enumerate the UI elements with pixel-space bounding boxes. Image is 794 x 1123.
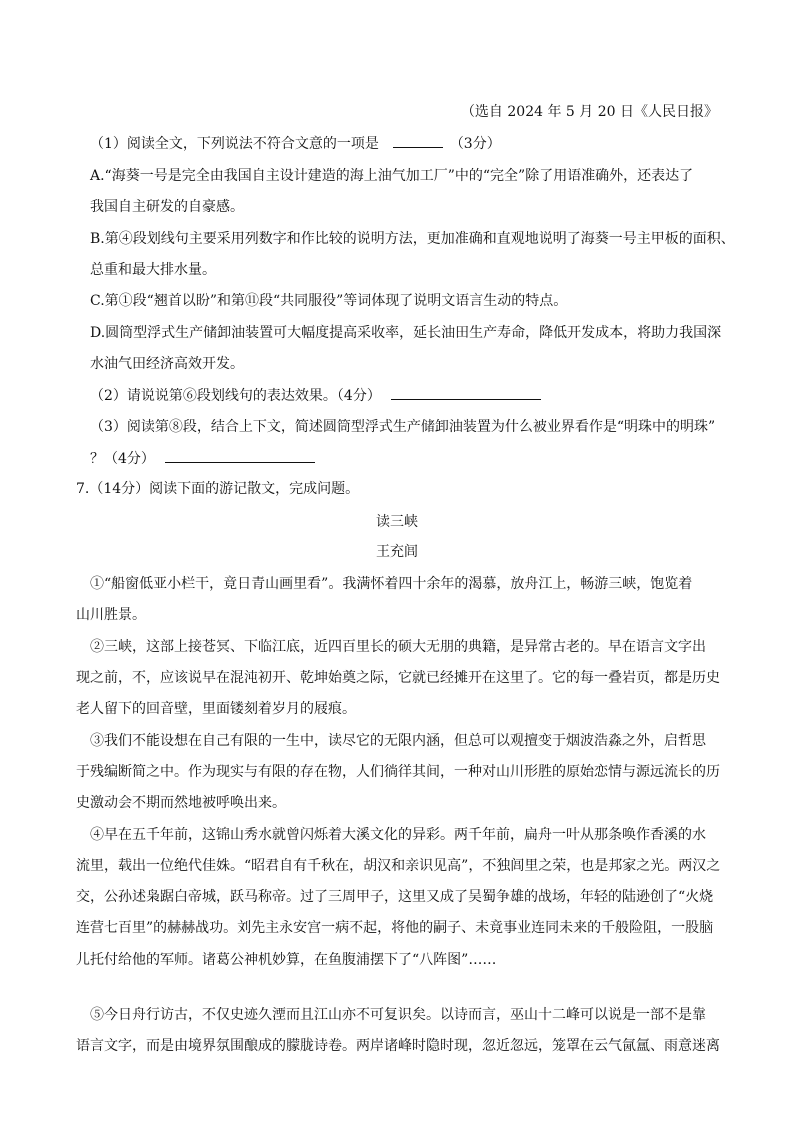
paragraph-1-line-1: ①“船窗低亚小栏干，竟日青山画里看”。我满怀着四十余年的渴慕，放舟江上，畅游三峡，饱览着 [90, 576, 693, 592]
option-a-line-1: A.“海葵一号是完全由我国自主设计建造的海上油气加工厂”中的“完全”除了用语准确外，还表达了 [90, 168, 694, 184]
essay-author: 王充闾 [376, 544, 418, 560]
question-1-text: （1）阅读全文，下列说法不符合文意的一项是 [90, 136, 379, 152]
paragraph-3-line-2: 于残编断简之中。作为现实与有限的存在物，人们徜徉其间，一种对山川形胜的原始恋情与源远流长的历 [76, 764, 720, 780]
question-7-heading: 7.（14分）阅读下面的游记散文，完成问题。 [76, 481, 360, 497]
option-d-line-1: D.圆筒型浮式生产储卸油装置可大幅度提高采收率，延长油田生产寿命，降低开发成本，将助力我国深 [90, 325, 722, 341]
answer-blank-3[interactable] [165, 448, 315, 463]
question-3-line-1: （3）阅读第⑧段，结合上下文，简述圆筒型浮式生产储卸油装置为什么被业界看作是“明珠中的明珠” [90, 419, 716, 435]
paragraph-3-line-1: ③我们不能设想在自己有限的一生中，读尽它的无限内涵，但总可以观擅变于烟波浩淼之外，启哲思 [90, 733, 706, 749]
paragraph-4-line-5: 儿托付给他的军师。诸葛公神机妙算，在鱼腹浦摆下了“八阵图”…… [76, 952, 497, 968]
paragraph-1-line-2: 山川胜景。 [76, 607, 146, 623]
option-d-line-2: 水油气田经济高效开发。 [90, 356, 244, 372]
essay-title: 读三峡 [376, 514, 418, 530]
paragraph-3-line-3: 史激动会不期而然地被呼唤出来。 [76, 795, 286, 811]
paragraph-4-line-3: 交，公孙述枭踞白帝城，跃马称帝。过了三周甲子，这里又成了吴蜀争雄的战场，年轻的陆逊创了“火烧 [76, 889, 714, 905]
option-b-line-1: B.第④段划线句主要采用列数字和作比较的说明方法，更加准确和直观地说明了海葵一号主甲板的面积、 [90, 231, 735, 247]
paragraph-2-line-1: ②三峡，这部上接苍冥、下临江底，近四百里长的硕大无朋的典籍，是异常古老的。早在语言文字出 [90, 639, 706, 655]
question-2-text: （2）请说说第⑥段划线句的表达效果。（4分） [90, 388, 381, 404]
option-b-line-2: 总重和最大排水量。 [90, 262, 216, 278]
answer-blank-2[interactable] [391, 385, 541, 400]
question-1-score: （3分） [449, 136, 501, 152]
question-3-line-2 [90, 448, 315, 469]
question-1 [90, 133, 501, 154]
question-3-text: ？（4分） [90, 451, 155, 467]
option-c: C.第①段“翘首以盼”和第⑪段“共同服役”等词体现了说明文语言生动的特点。 [90, 293, 568, 309]
paragraph-5-line-2: 语言文字，而是由境界氛围酿成的朦胧诗卷。两岸诸峰时隐时现，忽近忽远，笼罩在云气氤氲、雨意迷离 [76, 1038, 720, 1054]
paragraph-4-line-1: ④早在五千年前，这锦山秀水就曾闪烁着大溪文化的异彩。两千年前，扁舟一叶从那条唤作香溪的水 [90, 827, 706, 843]
question-2 [90, 385, 541, 406]
paragraph-4-line-4: 连营七百里”的赫赫战功。刘先主永安宫一病不起，将他的嗣子、未竟事业连同未来的千般险阻，一股脑 [76, 920, 714, 936]
option-a-line-2: 我国自主研发的自豪感。 [90, 199, 244, 215]
paragraph-2-line-2: 现之前，不，应该说早在混沌初开、乾坤始奠之际，它就已经摊开在这里了。它的每一叠岩页，都是历史 [76, 670, 720, 686]
paragraph-5-line-1: ⑤今日舟行访古，不仅史迹久湮而且江山亦不可复识矣。以诗而言，巫山十二峰可以说是一部不是靠 [90, 1007, 706, 1023]
paragraph-4-line-2: 流里，载出一位绝代佳姝。“昭君自有千秋在，胡汉和亲识见高”，不独闾里之荣，也是邦家之光。两汉之 [76, 858, 721, 874]
paragraph-2-line-3: 老人留下的回音壁，里面镂刻着岁月的屐痕。 [76, 701, 356, 717]
source-citation: （选自 2024 年 5 月 20 日《人民日报》 [460, 104, 718, 120]
answer-blank-1[interactable] [393, 133, 443, 148]
